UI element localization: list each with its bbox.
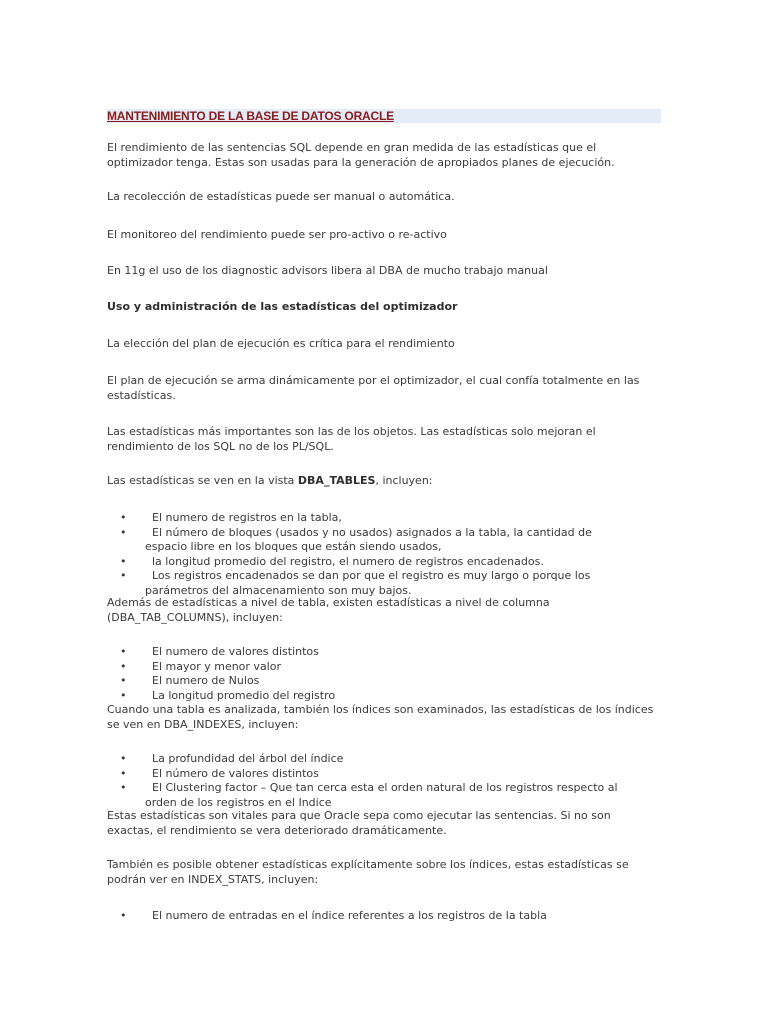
paragraph-monitoring: El monitoreo del rendimiento puede ser pro-activo o re-activo xyxy=(107,228,447,241)
list-item: • la longitud promedio del registro, el numero de registros encadenados. xyxy=(120,554,544,568)
list-item: • El numero de entradas en el índice referentes a los registros de la tabla xyxy=(120,909,547,922)
list-item: • Los registros encadenados se dan por que el registro es muy largo o porque los parámetros del almacenamiento son muy bajos. xyxy=(120,569,591,597)
list-item: • El mayor y menor valor xyxy=(120,659,281,673)
list-item: • El Clustering factor – Que tan cerca esta el orden natural de los registros respecto al orden de los registros en el Indice xyxy=(120,781,618,809)
paragraph-index-stats: También es posible obtener estadísticas explícitamente sobre los índices, estas estadísticas se podrán ver en INDEX_STATS, incluyen: xyxy=(107,858,629,886)
paragraph-vital-statistics: Estas estadísticas son vitales para que Oracle sepa como ejecutar las sentencias. Si no son exactas, el rendimiento se vera deteriorado dramáticamente. xyxy=(107,809,611,837)
list-item: • El número de bloques (usados y no usados) asignados a la tabla, la cantidad de espacio libre en los bloques que están siendo usados, xyxy=(120,525,592,553)
dba-tables-keyword: DBA_TABLES xyxy=(297,474,376,487)
list-item: • El numero de valores distintos xyxy=(120,645,319,658)
paragraph-sql-performance: El rendimiento de las sentencias SQL depende en gran medida de las estadísticas que el optimizador tenga. Estas son usadas para la generación de apropiados planes de ejecución. xyxy=(107,141,615,169)
list-item: • El numero de Nulos xyxy=(120,674,260,687)
paragraph-plan-choice: La elección del plan de ejecución es crítica para el rendimiento xyxy=(107,337,455,350)
paragraph-dba-tables: Las estadísticas se ven en la vista DBA_TABLES, incluyen: xyxy=(107,474,433,487)
list-item: • La longitud promedio del registro xyxy=(120,688,336,702)
index-stats-list xyxy=(107,909,667,924)
paragraph-11g-advisors: En 11g el uso de los diagnostic advisors libera al DBA de mucho trabajo manual xyxy=(107,264,548,277)
list-item: • La profundidad del árbol del índice xyxy=(120,752,344,765)
document-title: MANTENIMIENTO DE LA BASE DE DATOS ORACLE xyxy=(107,109,661,123)
paragraph-plan-dynamic: El plan de ejecución se arma dinámicamente por el optimizador, el cual confía totalmente en las estadísticas. xyxy=(107,374,640,402)
paragraph-statistics-collection: La recolección de estadísticas puede ser manual o automática. xyxy=(107,190,455,203)
paragraph-index-analysis: Cuando una tabla es analizada, también los índices son examinados, las estadísticas de los índices se ven en DBA_INDEXES, incluyen: xyxy=(107,703,654,731)
paragraph-object-statistics: Las estadísticas más importantes son las de los objetos. Las estadísticas solo mejoran el rendimiento de los SQL no de los PL/SQL. xyxy=(107,425,596,453)
paragraph-column-statistics: Además de estadísticas a nivel de tabla, existen estadísticas a nivel de columna (DBA_TAB_COLUMNS), incluyen: xyxy=(107,596,550,624)
table-statistics-list xyxy=(107,511,635,598)
section-heading: Uso y administración de las estadísticas del optimizador xyxy=(107,300,458,313)
list-item: • El número de valores distintos xyxy=(120,766,319,780)
index-statistics-list xyxy=(107,752,627,810)
column-statistics-list xyxy=(107,645,667,703)
list-item: • El numero de registros en la tabla, xyxy=(120,511,342,524)
